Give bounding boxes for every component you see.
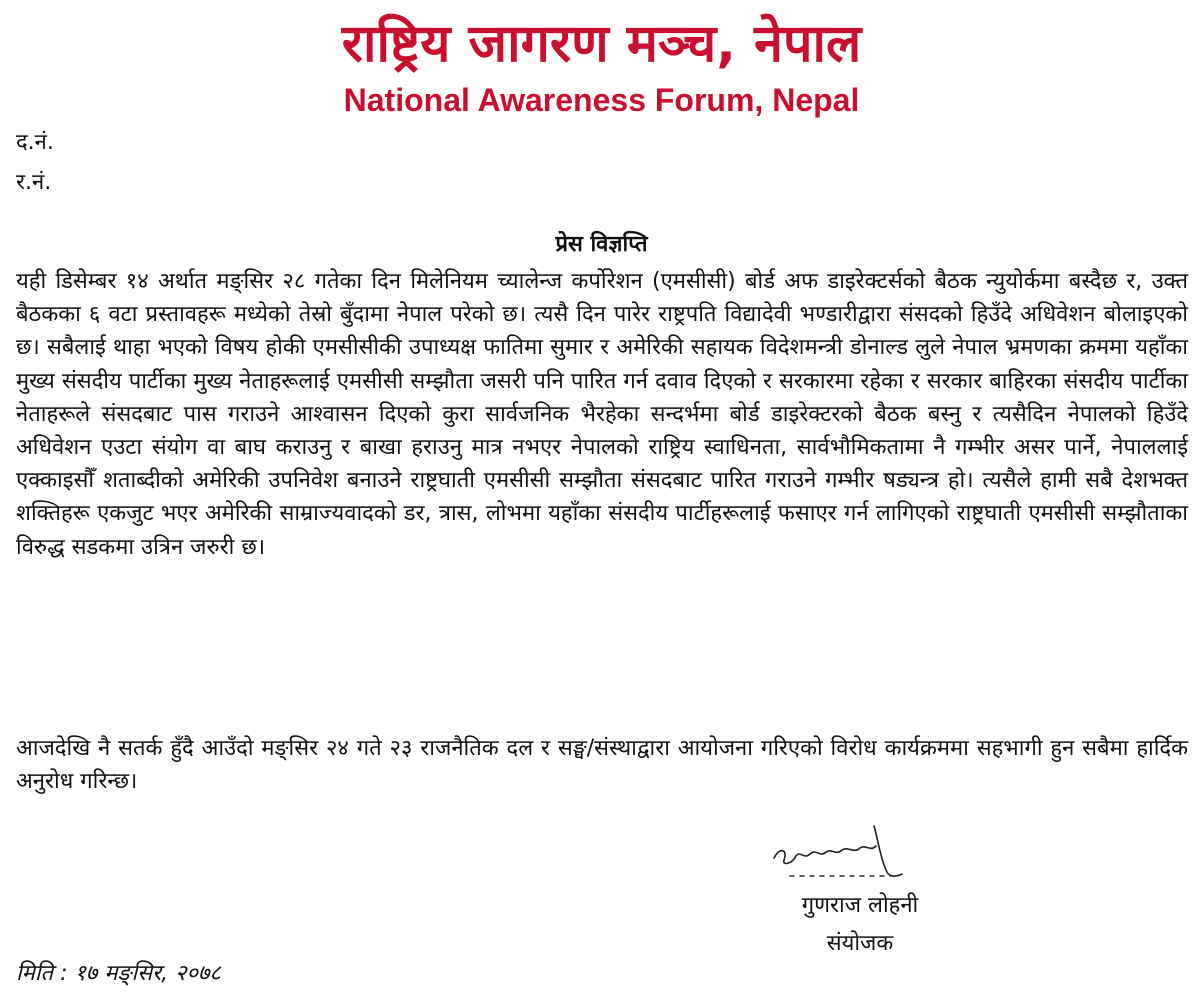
handwritten-signature: [770, 820, 910, 882]
body-paragraph-1: यही डिसेम्बर १४ अर्थात मङ्सिर २८ गतेका दिन मिलेनियम च्यालेन्ज कर्पोरेशन (एमसीसी) बोर्ड अफ डाइरेक्टर्सको बैठक न्युयोर्कमा बस्दैछ र, उक्त बैठकका ६ वटा प्रस्तावहरू मध्येको तेस्रो बुँदामा नेपाल परेको छ। त्यसै दिन पारेर राष्ट्रपति विद्यादेवी भण्डारीद्वारा संसदको हिउँदे अधिवेशन बोलाइएको छ। सबैलाई थाहा भएको विषय होकी एमसीसीकी उपाध्यक्ष फातिमा सुमार र अमेरिकी सहायक विदेशमन्त्री डोनाल्ड लुले नेपाल भ्रमणका क्रममा यहाँका मुख्य संसदीय पार्टीका मुख्य नेताहरूलाई एमसीसी सम्झौता जसरी पनि पारित गर्न दवाव दिएको र सरकारमा रहेका र सरकार बाहिरका संसदीय पार्टीका नेताहरूले संसदबाट पास गराउने आश्वासन दिएको कुरा सार्वजनिक भैरहेका सन्दर्भमा बोर्ड डाइरेक्टरको बैठक बस्नु र त्यसैदिन नेपालको हिउँदे अधिवेशन एउटा संयोग वा बाघ कराउनु र बाखा हराउनु मात्र नभएर नेपालको राष्ट्रिय स्वाधिनता, सार्वभौमिकतामा नै गम्भीर असर पार्ने, नेपाललाई एक्काइसौँ शताब्दीको अमेरिकी उपनिवेश बनाउने राष्ट्रघाती एमसीसी सम्झौता संसदबाट पारित गराउने गम्भीर षड्यन्त्र हो। त्यसैले हामी सबै देशभक्त शक्तिहरू एकजुट भएर अमेरिकी साम्राज्यवादको डर, त्रास, लोभमा यहाँका संसदीय पार्टीहरूलाई फसाएर गर्न लागिएको राष्ट्रघाती एमसीसी सम्झौताका विरुद्ध सडकमा उत्रिन जरुरी छ।: [16, 269, 1188, 560]
release-date: मिति : १७ मङ्सिर, २०७८: [16, 961, 221, 986]
org-name-nepali: राष्ट्रिय जागरण मञ्च, नेपाल: [341, 14, 862, 74]
press-release-title: प्रेस विज्ञप्ति: [555, 232, 648, 257]
org-name-english: National Awareness Forum, Nepal: [343, 82, 860, 118]
signatory-title: संयोजक: [826, 931, 894, 956]
body-paragraph-2: आजदेखि नै सतर्क हुँदै आउँदो मङ्सिर २४ गते २३ राजनैतिक दल र सङ्घ/संस्थाद्वारा आयोजना गरिएको विरोध कार्यक्रममा सहभागी हुन सबैमा हार्दिक अनुरोध गरिन्छ।: [16, 736, 1188, 795]
dispatch-number-label: द.नं.: [16, 130, 54, 155]
register-number-label: र.नं.: [16, 170, 52, 195]
signatory-name: गुणराज लोहनी: [801, 893, 919, 918]
